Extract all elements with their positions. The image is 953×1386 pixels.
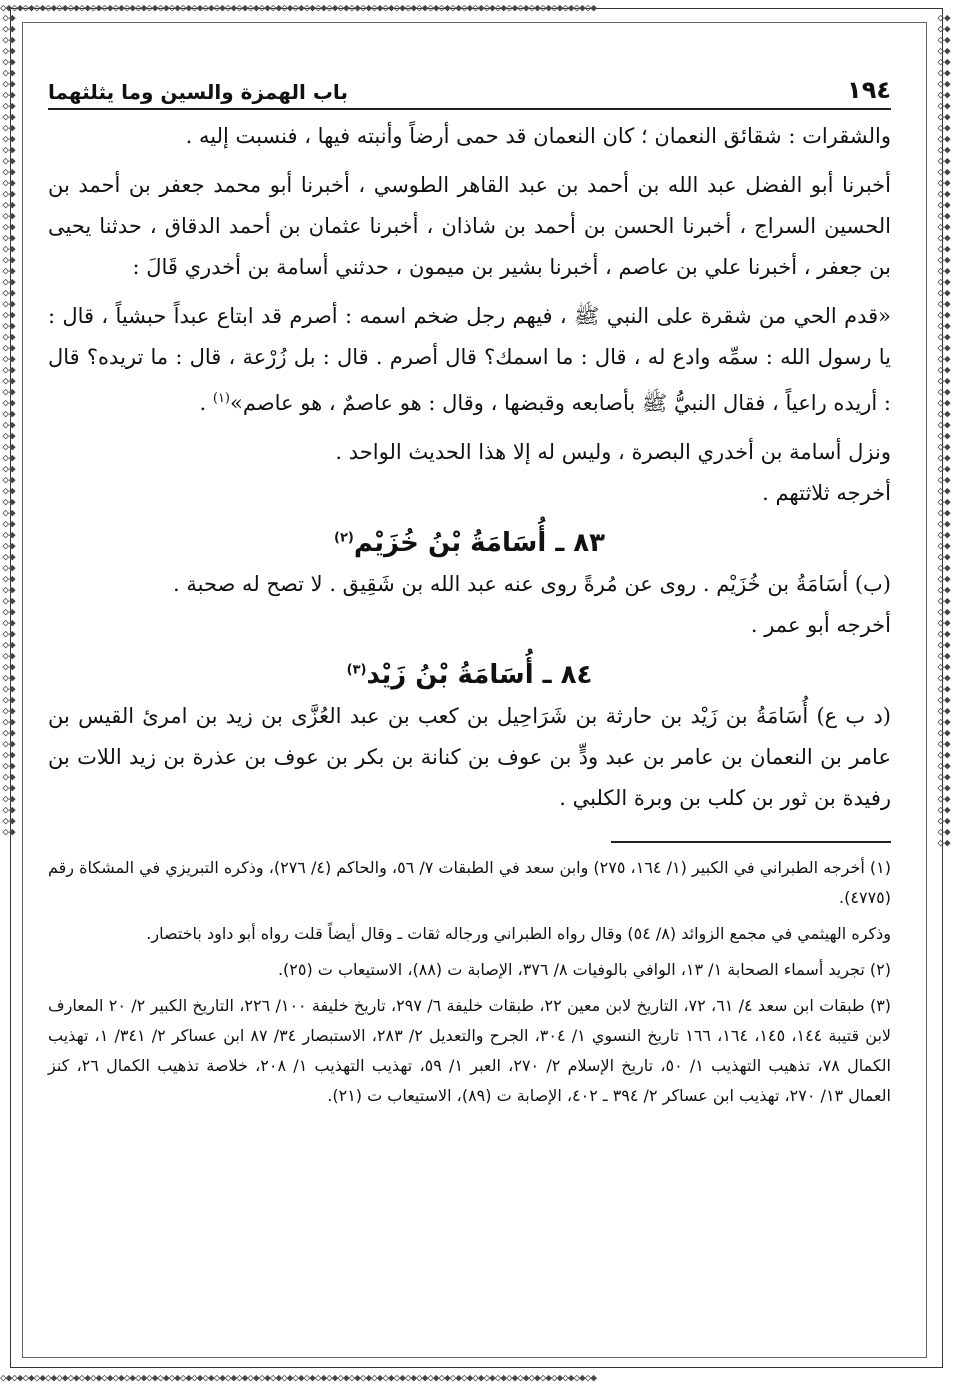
decorative-border-right: ◇◆◇◆◇◆◇◆◇◆◇◆◇◆◇◆◇◆◇◆◇◆◇◆◇◆◇◆◇◆◇◆◇◆◇◆◇◆◇◆◇◆◇◆◇◆◇◆◇◆◇◆◇◆◇◆◇◆◇◆◇◆◇◆◇◆◇◆◇◆◇◆◇◆◇◆◇◆◇◆◇◆◇◆◇◆◇◆◇◆◇◆◇◆◇◆◇◆◇◆◇◆◇◆◇◆◇◆◇◆◇◆◇◆◇◆◇◆◇◆◇◆◇◆◇◆◇◆◇◆◇◆◇◆◇◆◇◆◇◆◇◆◇◆◇◆◇◆◇◆◇◆ [937, 12, 951, 849]
paragraph-3 [48, 296, 891, 424]
entry-heading-83 [48, 528, 891, 558]
footnote-2: (٢) تجريد أسماء الصحابة ١/ ١٣، الوافي بالوفيات ٨/ ٣٧٦، الإصابة ت (٨٨)، الاستيعاب ت (٢٥). [277, 960, 891, 979]
entry-heading-83-text: ٨٣ ـ أُسَامَةُ بْنُ خُزَيْم [353, 528, 606, 558]
entry-heading-84 [48, 660, 891, 690]
paragraph-8: (د ب ع) أُسَامَةُ بن زَيْد بن حارثة بن شَرَاحِيل بن كعب بن عبد العُزَّى بن زيد بن امرئ القيس بن عامر بن النعمان بن عامر بن عبد ودٍّ بن عوف بن كنانة بن بكر بن عوف بن عذرة بن زيد اللات بن رفيدة بن ثور بن كلب بن وبرة الكلبي . [48, 704, 891, 810]
hadith-end: . [199, 391, 213, 415]
entry-heading-84-text: ٨٤ ـ أُسَامَةُ بْنُ زَيْد [366, 660, 593, 690]
paragraph-2: أخبرنا أبو الفضل عبد الله بن أحمد بن عبد القاهر الطوسي ، أخبرنا أبو محمد جعفر بن أحمد بن الحسين السراج ، أخبرنا الحسن بن أحمد بن شاذان ، أخبرنا عثمان بن أحمد الدقاق ، حدثنا يحيى بن جعفر ، أخبرنا علي بن عاصم ، أخبرنا بشير بن ميمون ، حدثني أسامة بن أخدري قَالَ : [48, 173, 891, 279]
paragraph-6: (ب) أسَامَةُ بن خُزَيْم . روى عن مُرةً روى عنه عبد الله بن شَقِيق . لا تصح له صحبة . [173, 572, 891, 596]
footnote-1-continued: وذكره الهيثمي في مجمع الزوائد (٨/ ٥٤) وقال رواه الطبراني ورجاله ثقات ـ وقال أيضاً قلت رواه أبو داود باختصار. [146, 924, 891, 943]
paragraph-7: أخرجه أبو عمر . [750, 613, 891, 637]
hadith-text: «قدم الحي من شقرة على النبي ﷺ ، فيهم رجل ضخم اسمه : أصرم قد ابتاع عبداً حبشياً ، قال : يا رسول الله : سمِّه وادع له ، قال : ما اسمك؟ قال أصرم . قال : بل زُرْعة ، قال : ما تريده؟ قال : أريده راعياً ، فقال النبيُّ ﷺ بأصابعه وقبضها ، وقال : هو عاصمٌ ، هو عاصم» [48, 304, 891, 415]
page-content [48, 70, 891, 1346]
paragraph-4: ونزل أسامة بن أخدري البصرة ، وليس له إلا هذا الحديث الواحد . [335, 440, 891, 464]
page-number: ١٩٤ [847, 76, 891, 104]
page-header [48, 76, 891, 110]
footnote-ref-3: (٣) [346, 662, 367, 678]
paragraph-5: أخرجه ثلاثتهم . [762, 481, 891, 505]
footnote-separator-wrap [48, 819, 891, 853]
footnote-ref-2: (٢) [333, 530, 354, 546]
decorative-border-bottom: ◇◆◇◆◇◆◇◆◇◆◇◆◇◆◇◆◇◆◇◆◇◆◇◆◇◆◇◆◇◆◇◆◇◆◇◆◇◆◇◆◇◆◇◆◇◆◇◆◇◆◇◆◇◆◇◆◇◆◇◆◇◆◇◆◇◆◇◆◇◆◇◆◇◆◇◆◇◆◇◆◇◆◇◆◇◆◇◆◇◆◇◆◇◆◇◆◇◆◇◆◇◆◇◆◇◆ [0, 1372, 596, 1384]
footnote-ref-1: (١) [212, 391, 230, 406]
footnote-3: (٣) طبقات ابن سعد ٤/ ٦١، ٧٢، التاريخ لابن معين ٢٢، طبقات خليفة ٦/ ٢٩٧، تاريخ خليفة ١٠٠/ ٢٢٦، التاريخ الكبير ٢/ ٢٠ المعارف لابن قتيبة ١٤٤، ١٤٥، ١٦٤، ١٦٦ تاريخ النسوي ١/ ٣٠٤، الجرح والتعديل ٢/ ٢٨٣، الاستبصار ٣٤/ ٨٧ ابن عساكر ٢/ ٣٤١/ ١، تهذيب الكمال ٧٨، تذهيب التهذيب ١/ ٥٠، تاريخ الإسلام ٢/ ٢٧٠، العبر ١/ ٥٩، تهذيب التهذيب ١/ ٢٠٨، خلاصة تذهيب الكمال ٢٦، كنز العمال ١٣/ ٢٧٠، تهذيب ابن عساكر ٢/ ٣٩٤ ـ ٤٠٢، الإصابة ت (٨٩)، الاستيعاب ت (٢١). [48, 996, 892, 1105]
chapter-title: باب الهمزة والسين وما يثلثهما [48, 80, 348, 104]
decorative-border-left: ◇◆◇◆◇◆◇◆◇◆◇◆◇◆◇◆◇◆◇◆◇◆◇◆◇◆◇◆◇◆◇◆◇◆◇◆◇◆◇◆◇◆◇◆◇◆◇◆◇◆◇◆◇◆◇◆◇◆◇◆◇◆◇◆◇◆◇◆◇◆◇◆◇◆◇◆◇◆◇◆◇◆◇◆◇◆◇◆◇◆◇◆◇◆◇◆◇◆◇◆◇◆◇◆◇◆◇◆◇◆◇◆◇◆◇◆◇◆◇◆◇◆◇◆◇◆◇◆◇◆◇◆◇◆◇◆◇◆◇◆◇◆◇◆◇◆◇◆◇◆ [2, 12, 16, 838]
footnote-1: (١) أخرجه الطبراني في الكبير (١/ ١٦٤، ٢٧٥) وابن سعد في الطبقات ٧/ ٥٦، والحاكم (٤/ ٢٧٦)، وذكره التبريزي في المشكاة رقم (٤٧٧٥). [48, 858, 891, 907]
paragraph-1: والشقرات : شقائق النعمان ؛ كان النعمان قد حمى أرضاً وأنبته فيها ، فنسبت إليه . [185, 124, 891, 148]
footnote-separator [611, 841, 891, 843]
decorative-border-top: ◇◆◇◆◇◆◇◆◇◆◇◆◇◆◇◆◇◆◇◆◇◆◇◆◇◆◇◆◇◆◇◆◇◆◇◆◇◆◇◆◇◆◇◆◇◆◇◆◇◆◇◆◇◆◇◆◇◆◇◆◇◆◇◆◇◆◇◆◇◆◇◆◇◆◇◆◇◆◇◆◇◆◇◆◇◆◇◆◇◆◇◆◇◆◇◆◇◆◇◆◇◆◇◆◇◆ [0, 2, 596, 14]
